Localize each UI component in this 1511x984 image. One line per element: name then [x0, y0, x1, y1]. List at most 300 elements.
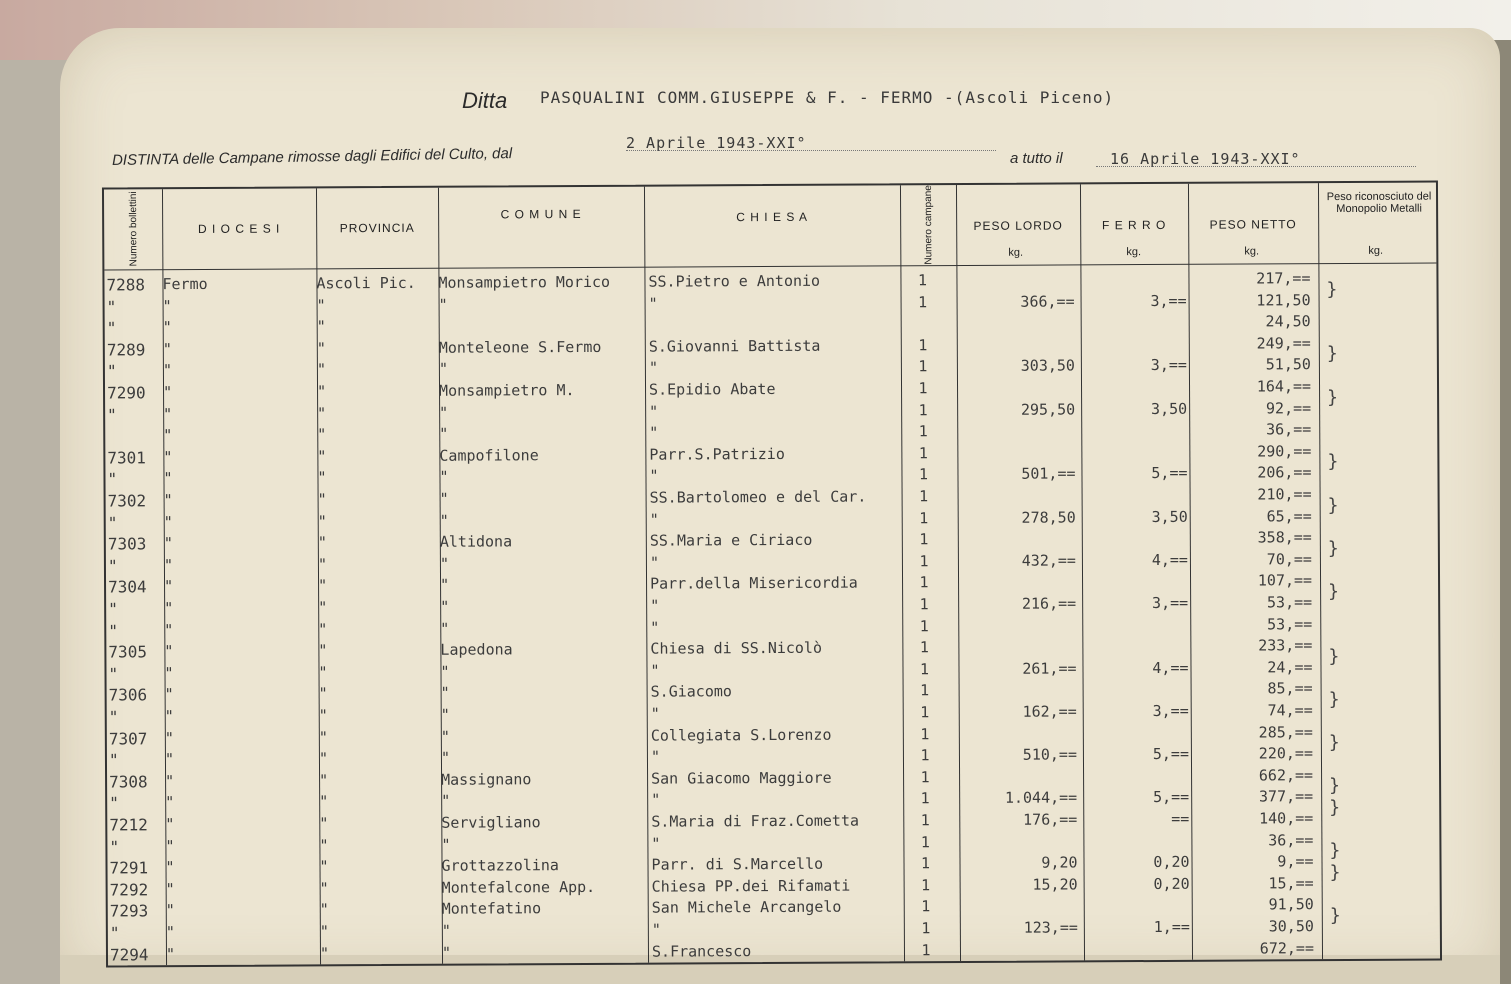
- campane-cell: 1: [921, 919, 931, 938]
- provincia-cell: Ascoli Pic.: [316, 273, 416, 293]
- ferro-cell: 3,50: [1150, 399, 1188, 418]
- diocesi-cell: ": [164, 642, 174, 661]
- peso-lordo-cell: [972, 486, 1076, 487]
- peso-lordo-cell: 123,==: [1023, 918, 1078, 937]
- col-header-diocesi: D I O C E S I: [197, 221, 281, 237]
- peso-netto-cell: 217,==: [1256, 269, 1311, 288]
- peso-lordo-cell: 510,==: [1022, 745, 1077, 764]
- campane-cell: 1: [919, 573, 929, 592]
- col-header-campane: Numero campane: [922, 185, 934, 265]
- comune-cell: Montefatino: [441, 899, 542, 919]
- peso-netto-cell: 65,==: [1266, 506, 1312, 526]
- grouping-brace: }: [1329, 905, 1341, 927]
- chiesa-cell: S.Giovanni Battista: [648, 336, 821, 356]
- diocesi-cell: ": [165, 771, 175, 790]
- chiesa-cell: ": [650, 704, 660, 723]
- col-header-comune: C O M U N E: [500, 206, 582, 222]
- diocesi-cell: ": [163, 404, 173, 423]
- diocesi-cell: ": [165, 879, 175, 898]
- diocesi-cell: ": [165, 901, 175, 920]
- numero-cell: 7303: [107, 534, 147, 554]
- diocesi-cell: ": [165, 815, 175, 834]
- chiesa-cell: SS.Bartolomeo e del Car.: [649, 487, 867, 507]
- campane-cell: 1: [919, 551, 929, 571]
- ferro-cell: ==: [1171, 809, 1190, 828]
- provincia-cell: ": [317, 490, 327, 509]
- comune-cell: ": [439, 489, 449, 508]
- numero-cell: ": [108, 599, 118, 619]
- provincia-cell: ": [318, 706, 328, 725]
- comune-cell: ": [440, 662, 450, 681]
- provincia-cell: ": [318, 598, 328, 617]
- numero-cell: ": [106, 318, 117, 338]
- peso-netto-cell: 92,==: [1265, 398, 1312, 418]
- peso-lordo-cell: 278,50: [1021, 508, 1076, 527]
- peso-lordo-cell: [974, 940, 1078, 941]
- grouping-brace: }: [1328, 732, 1340, 754]
- peso-netto-cell: 30,50: [1268, 917, 1314, 936]
- peso-lordo-cell: [973, 832, 1077, 833]
- grouping-brace: }: [1328, 689, 1340, 711]
- diocesi-cell: ": [165, 836, 175, 855]
- col-header-provincia: PROVINCIA: [339, 220, 415, 236]
- unit-kg-monopolio: kg.: [1368, 244, 1384, 257]
- chiesa-cell: ": [649, 423, 659, 442]
- peso-lordo-cell: 162,==: [1022, 702, 1077, 721]
- provincia-cell: ": [319, 857, 329, 876]
- provincia-cell: ": [318, 663, 328, 682]
- peso-netto-cell: 233,==: [1258, 636, 1313, 655]
- ferro-cell: 5,==: [1153, 788, 1190, 807]
- peso-lordo-cell: [973, 681, 1077, 682]
- provincia-cell: ": [317, 425, 327, 444]
- comune-cell: ": [439, 554, 450, 573]
- diocesi-cell: ": [163, 534, 173, 553]
- comune-cell: ": [439, 468, 449, 487]
- grouping-brace: }: [1329, 775, 1341, 797]
- chiesa-cell: ": [648, 358, 658, 378]
- campane-cell: 1: [920, 746, 930, 765]
- campane-cell: 1: [920, 681, 930, 700]
- ferro-cell: 4,==: [1151, 550, 1188, 569]
- peso-netto-cell: 377,==: [1258, 787, 1314, 806]
- unit-kg-netto: kg.: [1244, 245, 1260, 258]
- provincia-cell: ": [319, 922, 329, 941]
- provincia-cell: ": [319, 771, 329, 790]
- numero-cell: 7289: [106, 340, 146, 360]
- comune-cell: ": [439, 511, 449, 530]
- peso-lordo-cell: [973, 767, 1077, 768]
- provincia-cell: ": [319, 835, 329, 854]
- provincia-cell: ": [318, 727, 328, 746]
- chiesa-cell: ": [650, 661, 660, 680]
- campane-cell: 1: [920, 767, 930, 787]
- numero-cell: 7294: [109, 944, 149, 965]
- chiesa-cell: Parr.S.Patrizio: [649, 444, 785, 464]
- numero-cell: ": [109, 837, 120, 857]
- comune-cell: ": [439, 403, 449, 422]
- peso-lordo-cell: [972, 616, 1076, 617]
- ferro-cell: 3,==: [1151, 593, 1189, 613]
- provincia-cell: ": [316, 382, 327, 401]
- comune-cell: Monsampietro Morico: [438, 272, 611, 292]
- peso-netto-cell: 85,==: [1267, 679, 1313, 698]
- peso-lordo-cell: 366,==: [1020, 292, 1075, 311]
- diocesi-cell: ": [163, 447, 173, 466]
- peso-lordo-cell: [971, 443, 1075, 444]
- diocesi-cell: ": [164, 750, 175, 769]
- diocesi-cell: ": [164, 707, 174, 726]
- comune-cell: Campofilone: [439, 446, 539, 465]
- peso-netto-cell: 36,==: [1268, 830, 1314, 849]
- numero-cell: 7291: [109, 858, 149, 878]
- numero-cell: ": [108, 750, 119, 770]
- campane-cell: 1: [921, 940, 931, 959]
- chiesa-cell: S.Epidio Abate: [648, 379, 776, 399]
- comune-cell: ": [441, 792, 451, 811]
- peso-netto-cell: 140,==: [1259, 809, 1314, 828]
- unit-kg-lordo: kg.: [1008, 246, 1024, 259]
- campane-cell: 1: [920, 724, 930, 743]
- campane-cell: 1: [921, 875, 931, 895]
- chiesa-cell: Collegiata S.Lorenzo: [650, 725, 832, 745]
- peso-netto-cell: 662,==: [1258, 765, 1314, 785]
- date-from-dotted-line: [626, 150, 996, 151]
- numero-cell: ": [108, 621, 118, 641]
- diocesi-cell: ": [163, 426, 173, 445]
- chiesa-cell: ": [649, 402, 659, 421]
- provincia-cell: ": [317, 533, 327, 552]
- diocesi-cell: ": [163, 555, 174, 574]
- provincia-cell: ": [316, 360, 327, 379]
- chiesa-cell: S.Francesco: [651, 941, 752, 961]
- peso-lordo-cell: [971, 378, 1075, 379]
- campane-cell: 1: [918, 379, 928, 398]
- campane-cell: 1: [918, 292, 928, 311]
- chiesa-cell: ": [650, 618, 660, 637]
- numero-cell: ": [107, 405, 117, 425]
- provincia-cell: ": [319, 879, 329, 898]
- campane-cell: 1: [919, 487, 929, 506]
- numero-cell: ": [109, 793, 119, 813]
- peso-netto-cell: 164,==: [1256, 377, 1312, 396]
- diocesi-cell: ": [165, 923, 175, 942]
- numero-cell: 7308: [109, 772, 148, 792]
- ferro-cell: 3,==: [1150, 356, 1187, 375]
- peso-netto-cell: 285,==: [1258, 722, 1313, 742]
- grouping-brace: }: [1326, 343, 1338, 365]
- peso-netto-cell: 51,50: [1265, 355, 1311, 374]
- peso-lordo-cell: [971, 335, 1075, 336]
- peso-lordo-cell: 501,==: [1021, 464, 1076, 484]
- peso-netto-cell: 53,==: [1266, 593, 1313, 612]
- chiesa-cell: SS.Maria e Ciriaco: [649, 530, 813, 550]
- diocesi-cell: ": [162, 296, 172, 315]
- comune-cell: Lapedona: [440, 640, 513, 659]
- comune-cell: Altidona: [439, 532, 513, 551]
- chiesa-cell: S.Maria di Fraz.Cometta: [651, 811, 860, 831]
- peso-lordo-cell: [970, 270, 1074, 271]
- comune-cell: ": [440, 576, 450, 595]
- provincia-cell: ": [318, 749, 329, 768]
- numero-cell: 7212: [109, 815, 148, 835]
- grouping-brace: }: [1328, 581, 1339, 603]
- provincia-cell: ": [318, 576, 328, 595]
- comune-cell: Grottazzolina: [441, 856, 559, 875]
- col-header-ferro: F E R R O: [1101, 217, 1167, 233]
- peso-netto-cell: 358,==: [1257, 528, 1312, 547]
- numero-cell: ": [107, 513, 118, 533]
- comune-cell: ": [440, 597, 450, 616]
- chiesa-cell: Parr. di S.Marcello: [651, 854, 824, 874]
- peso-netto-cell: 121,50: [1256, 290, 1311, 310]
- peso-netto-cell: 74,==: [1267, 701, 1313, 720]
- comune-cell: Servigliano: [441, 813, 541, 832]
- chiesa-cell: ": [651, 834, 661, 853]
- numero-cell: ": [106, 297, 117, 317]
- peso-lordo-cell: 15,20: [1032, 875, 1078, 894]
- peso-netto-cell: 24,50: [1265, 312, 1311, 331]
- diocesi-cell: ": [162, 383, 173, 402]
- numero-cell: 7288: [106, 275, 146, 295]
- comune-cell: ": [438, 360, 449, 379]
- col-header-chiesa: C H I E S A: [736, 209, 809, 225]
- tutto-label: a tutto il: [1010, 150, 1063, 167]
- peso-lordo-cell: [972, 573, 1076, 574]
- chiesa-cell: SS.Pietro e Antonio: [648, 271, 821, 291]
- provincia-cell: ": [316, 339, 326, 358]
- ferro-cell: 5,==: [1151, 464, 1188, 483]
- diocesi-cell: ": [164, 599, 174, 618]
- campane-cell: 1: [920, 789, 930, 808]
- comune-cell: ": [440, 705, 450, 724]
- peso-netto-cell: 290,==: [1257, 441, 1312, 461]
- peso-netto-cell: 210,==: [1257, 485, 1312, 504]
- campane-cell: 1: [920, 703, 930, 722]
- diocesi-cell: ": [164, 685, 174, 704]
- grouping-brace: }: [1329, 797, 1341, 819]
- peso-lordo-cell: [971, 422, 1075, 423]
- chiesa-cell: ": [651, 790, 661, 810]
- peso-netto-cell: 70,==: [1266, 549, 1312, 569]
- grouping-brace: }: [1327, 494, 1339, 516]
- campane-cell: 1: [919, 508, 929, 527]
- peso-lordo-cell: 261,==: [1022, 659, 1077, 678]
- col-header-numero: Numero bollettini: [127, 191, 139, 267]
- peso-lordo-cell: [971, 314, 1075, 315]
- chiesa-cell: [649, 314, 903, 315]
- provincia-cell: ": [319, 814, 329, 833]
- ferro-cell: 3,==: [1150, 291, 1187, 310]
- campane-cell: 1: [920, 811, 930, 830]
- campane-cell: 1: [918, 465, 929, 484]
- ditta-label: Ditta: [462, 88, 508, 113]
- chiesa-cell: S.Giacomo: [650, 682, 732, 702]
- campane-cell: 1: [919, 659, 930, 679]
- peso-netto-cell: 15,==: [1268, 873, 1314, 893]
- provincia-cell: ": [317, 403, 327, 422]
- provincia-cell: ": [319, 943, 330, 962]
- provincia-cell: ": [317, 511, 327, 530]
- date-to: 16 Aprile 1943-XXI°: [1110, 150, 1301, 168]
- peso-lordo-cell: 176,==: [1023, 810, 1078, 829]
- diocesi-cell: ": [164, 620, 174, 639]
- chiesa-cell: ": [648, 294, 658, 313]
- grouping-brace: }: [1327, 451, 1339, 473]
- provincia-cell: ": [319, 900, 329, 919]
- unit-kg-ferro: kg.: [1126, 246, 1142, 259]
- campane-cell: 1: [918, 357, 928, 376]
- ferro-cell: 1,==: [1153, 917, 1190, 937]
- grouping-brace: }: [1329, 840, 1341, 862]
- chiesa-cell: San Michele Arcangelo: [651, 898, 842, 918]
- grouping-brace: }: [1327, 537, 1339, 559]
- comune-cell: Monteleone S.Fermo: [438, 337, 602, 357]
- ferro-cell: 3,==: [1152, 701, 1189, 721]
- provincia-cell: ": [318, 619, 328, 638]
- peso-lordo-cell: 303,50: [1020, 356, 1075, 376]
- provincia-cell: ": [318, 684, 328, 703]
- chiesa-cell: ": [649, 510, 659, 529]
- diocesi-cell: ": [164, 663, 174, 682]
- grouping-brace: }: [1326, 278, 1338, 300]
- numero-cell: ": [108, 664, 119, 684]
- date-to-dotted-line: [1096, 166, 1416, 167]
- chiesa-cell: Parr.della Misericordia: [650, 573, 858, 594]
- peso-netto-cell: 36,==: [1266, 420, 1312, 439]
- distinta-text: DISTINTA delle Campane rimosse dagli Edifici del Culto, dal: [111, 145, 513, 169]
- comune-cell: ": [440, 619, 450, 638]
- comune-cell: ": [438, 295, 448, 314]
- numero-cell: 7307: [108, 728, 148, 749]
- ferro-cell: 3,50: [1151, 507, 1188, 526]
- peso-lordo-cell: [972, 530, 1076, 531]
- grouping-brace: }: [1328, 645, 1340, 667]
- comune-cell: ": [440, 684, 450, 703]
- provincia-cell: ": [317, 447, 327, 466]
- diocesi-cell: ": [162, 339, 172, 358]
- diocesi-cell: ": [162, 361, 173, 380]
- date-from: 2 Aprile 1943-XXI°: [626, 134, 807, 152]
- numero-cell: 7301: [107, 448, 146, 468]
- diocesi-cell: ": [163, 512, 173, 531]
- comune-cell: ": [441, 921, 451, 940]
- campane-cell: 1: [919, 616, 929, 635]
- campane-cell: 1: [920, 854, 931, 873]
- diocesi-cell: ": [162, 318, 172, 337]
- ferro-cell: 0,20: [1153, 874, 1190, 893]
- campane-cell: 1: [918, 443, 928, 463]
- provincia-cell: ": [317, 468, 327, 487]
- diocesi-cell: ": [164, 577, 174, 596]
- chiesa-cell: ": [650, 596, 660, 615]
- campane-cell: 1: [918, 400, 928, 419]
- peso-netto-cell: 91,50: [1268, 895, 1314, 914]
- comune-cell: Monsampietro M.: [438, 381, 575, 400]
- chiesa-cell: ": [651, 920, 661, 939]
- campane-cell: 1: [917, 271, 928, 290]
- numero-cell: 7292: [109, 880, 149, 900]
- chiesa-cell: ": [649, 466, 659, 486]
- peso-netto-cell: 107,==: [1257, 571, 1313, 590]
- comune-cell: ": [441, 943, 452, 962]
- numero-cell: 7305: [108, 642, 147, 662]
- numero-cell: ": [109, 923, 120, 943]
- peso-lordo-cell: 432,==: [1021, 551, 1076, 570]
- numero-cell: 7304: [108, 577, 147, 597]
- peso-netto-cell: 249,==: [1256, 333, 1311, 353]
- peso-netto-cell: 672,==: [1259, 938, 1315, 958]
- grouping-brace: }: [1327, 386, 1338, 408]
- peso-netto-cell: 220,==: [1258, 744, 1313, 763]
- chiesa-cell: ": [650, 747, 661, 766]
- peso-netto-cell: 24,==: [1267, 657, 1313, 677]
- numero-cell: ": [108, 707, 119, 727]
- diocesi-cell: Fermo: [162, 274, 208, 294]
- grouping-brace: }: [1329, 861, 1341, 883]
- peso-lordo-cell: [973, 724, 1077, 725]
- diocesi-cell: ": [164, 728, 174, 747]
- campane-cell: 1: [920, 832, 930, 851]
- peso-lordo-cell: 295,50: [1020, 400, 1076, 419]
- ferro-cell: 0,20: [1153, 853, 1190, 872]
- ditta-value: PASQUALINI COMM.GIUSEPPE & F. - FERMO -(Ascoli Piceno): [540, 88, 1115, 107]
- numero-cell: ": [106, 361, 117, 381]
- col-header-monopolio: Peso riconosciuto del Monopolio Metalli: [1326, 190, 1432, 216]
- peso-lordo-cell: [974, 897, 1078, 898]
- comune-cell: ": [439, 424, 449, 443]
- provincia-cell: ": [319, 792, 329, 811]
- ferro-cell: 4,==: [1152, 658, 1189, 677]
- numero-cell: 7306: [108, 685, 148, 705]
- campane-cell: 1: [918, 335, 928, 355]
- provincia-cell: ": [317, 555, 328, 574]
- campane-cell: 1: [919, 595, 929, 614]
- numero-cell: ": [107, 469, 118, 489]
- peso-netto-cell: 53,==: [1267, 614, 1313, 634]
- provincia-cell: ": [318, 641, 328, 660]
- chiesa-cell: San Giacomo Maggiore: [651, 768, 832, 788]
- campane-cell: 1: [919, 638, 929, 657]
- peso-lordo-cell: [972, 638, 1076, 639]
- comune-cell: ": [441, 835, 451, 854]
- peso-netto-cell: 9,==: [1277, 852, 1314, 871]
- campane-cell: 1: [918, 422, 928, 441]
- col-header-peso-netto: PESO NETTO: [1209, 217, 1297, 232]
- col-header-peso-lordo: PESO LORDO: [973, 218, 1063, 233]
- numero-cell: ": [107, 556, 118, 576]
- provincia-cell: ": [316, 295, 326, 314]
- comune-cell: ": [440, 727, 450, 746]
- comune-cell: ": [440, 748, 451, 767]
- ferro-cell: 5,==: [1152, 745, 1189, 764]
- numero-cell: 7290: [106, 383, 146, 403]
- numero-cell: 7302: [107, 491, 147, 511]
- diocesi-cell: ": [163, 469, 173, 488]
- chiesa-cell: Chiesa PP.dei Rifamati: [651, 876, 851, 896]
- bells-table: [102, 181, 1442, 968]
- peso-netto-cell: 206,==: [1257, 463, 1312, 482]
- diocesi-cell: ": [163, 491, 173, 510]
- diocesi-cell: ": [165, 858, 175, 877]
- chiesa-cell: ": [649, 553, 660, 572]
- campane-cell: 1: [919, 530, 929, 549]
- diocesi-cell: ": [165, 793, 175, 812]
- peso-lordo-cell: 1.044,==: [1004, 788, 1078, 808]
- provincia-cell: ": [316, 317, 326, 336]
- peso-lordo-cell: 9,20: [1041, 853, 1078, 872]
- diocesi-cell: ": [165, 944, 176, 963]
